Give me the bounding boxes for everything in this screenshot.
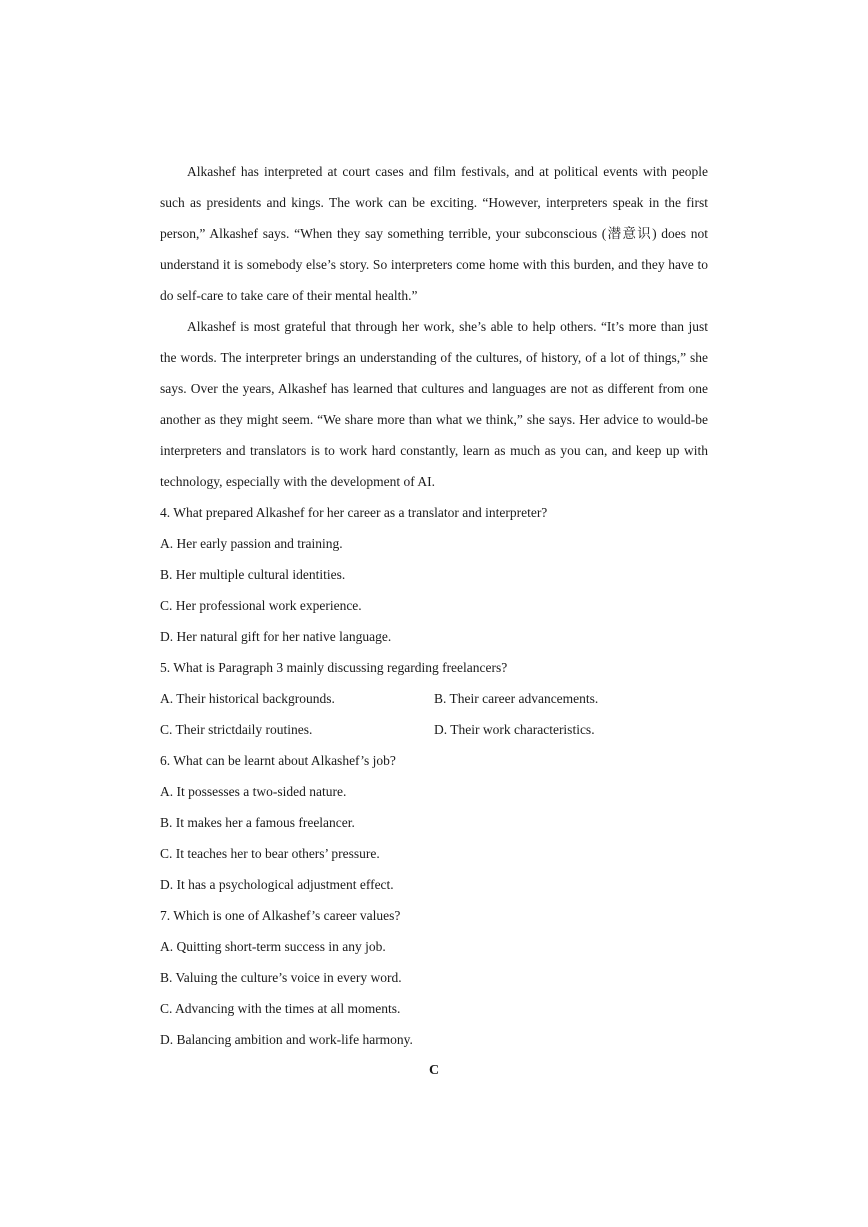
question-stem: 7. Which is one of Alkashef’s career values? <box>160 908 401 923</box>
option-a: A. It possesses a two-sided nature. <box>160 784 347 799</box>
option-row <box>160 683 708 714</box>
option-a: A. Their historical backgrounds. <box>160 691 335 706</box>
question-stem: 5. What is Paragraph 3 mainly discussing regarding freelancers? <box>160 660 508 675</box>
passage-paragraph-2: Alkashef is most grateful that through her work, she’s able to help others. “It’s more than just the words. The interpreter brings an understanding of the cultures, of history, of a lot of things,” she says. Over the years, Alkashef has learned that cultures and languages are not as different from one another as they might seem. “We share more than what we think,” she says. Her advice to would-be interpreters and translators is to work hard constantly, learn as much as you can, and keep up with technology, especially with the development of AI. <box>160 319 708 489</box>
option-c: C. Their strictdaily routines. <box>160 722 313 737</box>
question-stem: 4. What prepared Alkashef for her career as a translator and interpreter? <box>160 505 548 520</box>
option-c: C. Her professional work experience. <box>160 598 362 613</box>
option-d: D. Balancing ambition and work-life harmony. <box>160 1032 413 1047</box>
passage-paragraph-1: Alkashef has interpreted at court cases and film festivals, and at political events with people such as presidents and kings. The work can be exciting. “However, interpreters speak in the first person,” Alkashef says. “When they say something terrible, your subconscious (潜意识) does not understand it is somebody else’s story. So interpreters come home with this burden, and they have to do self-care to take care of their mental health.” <box>160 164 708 303</box>
option-d: D. It has a psychological adjustment effect. <box>160 877 394 892</box>
option-c: C. It teaches her to bear others’ pressure. <box>160 846 380 861</box>
question-7 <box>160 900 708 1055</box>
option-d: D. Their work characteristics. <box>434 722 595 737</box>
exam-page <box>160 156 708 1086</box>
section-heading-c: C <box>428 1063 440 1078</box>
option-a: A. Quitting short-term success in any job. <box>160 939 386 954</box>
question-stem: 6. What can be learnt about Alkashef’s job? <box>160 753 396 768</box>
question-5 <box>160 652 708 745</box>
option-b: B. It makes her a famous freelancer. <box>160 815 355 830</box>
option-c: C. Advancing with the times at all moments. <box>160 1001 401 1016</box>
option-b: B. Her multiple cultural identities. <box>160 567 346 582</box>
option-d: D. Her natural gift for her native language. <box>160 629 392 644</box>
question-4 <box>160 497 708 652</box>
option-b: B. Their career advancements. <box>434 691 599 706</box>
option-b: B. Valuing the culture’s voice in every word. <box>160 970 402 985</box>
option-a: A. Her early passion and training. <box>160 536 343 551</box>
option-row <box>160 714 708 745</box>
question-6 <box>160 745 708 900</box>
